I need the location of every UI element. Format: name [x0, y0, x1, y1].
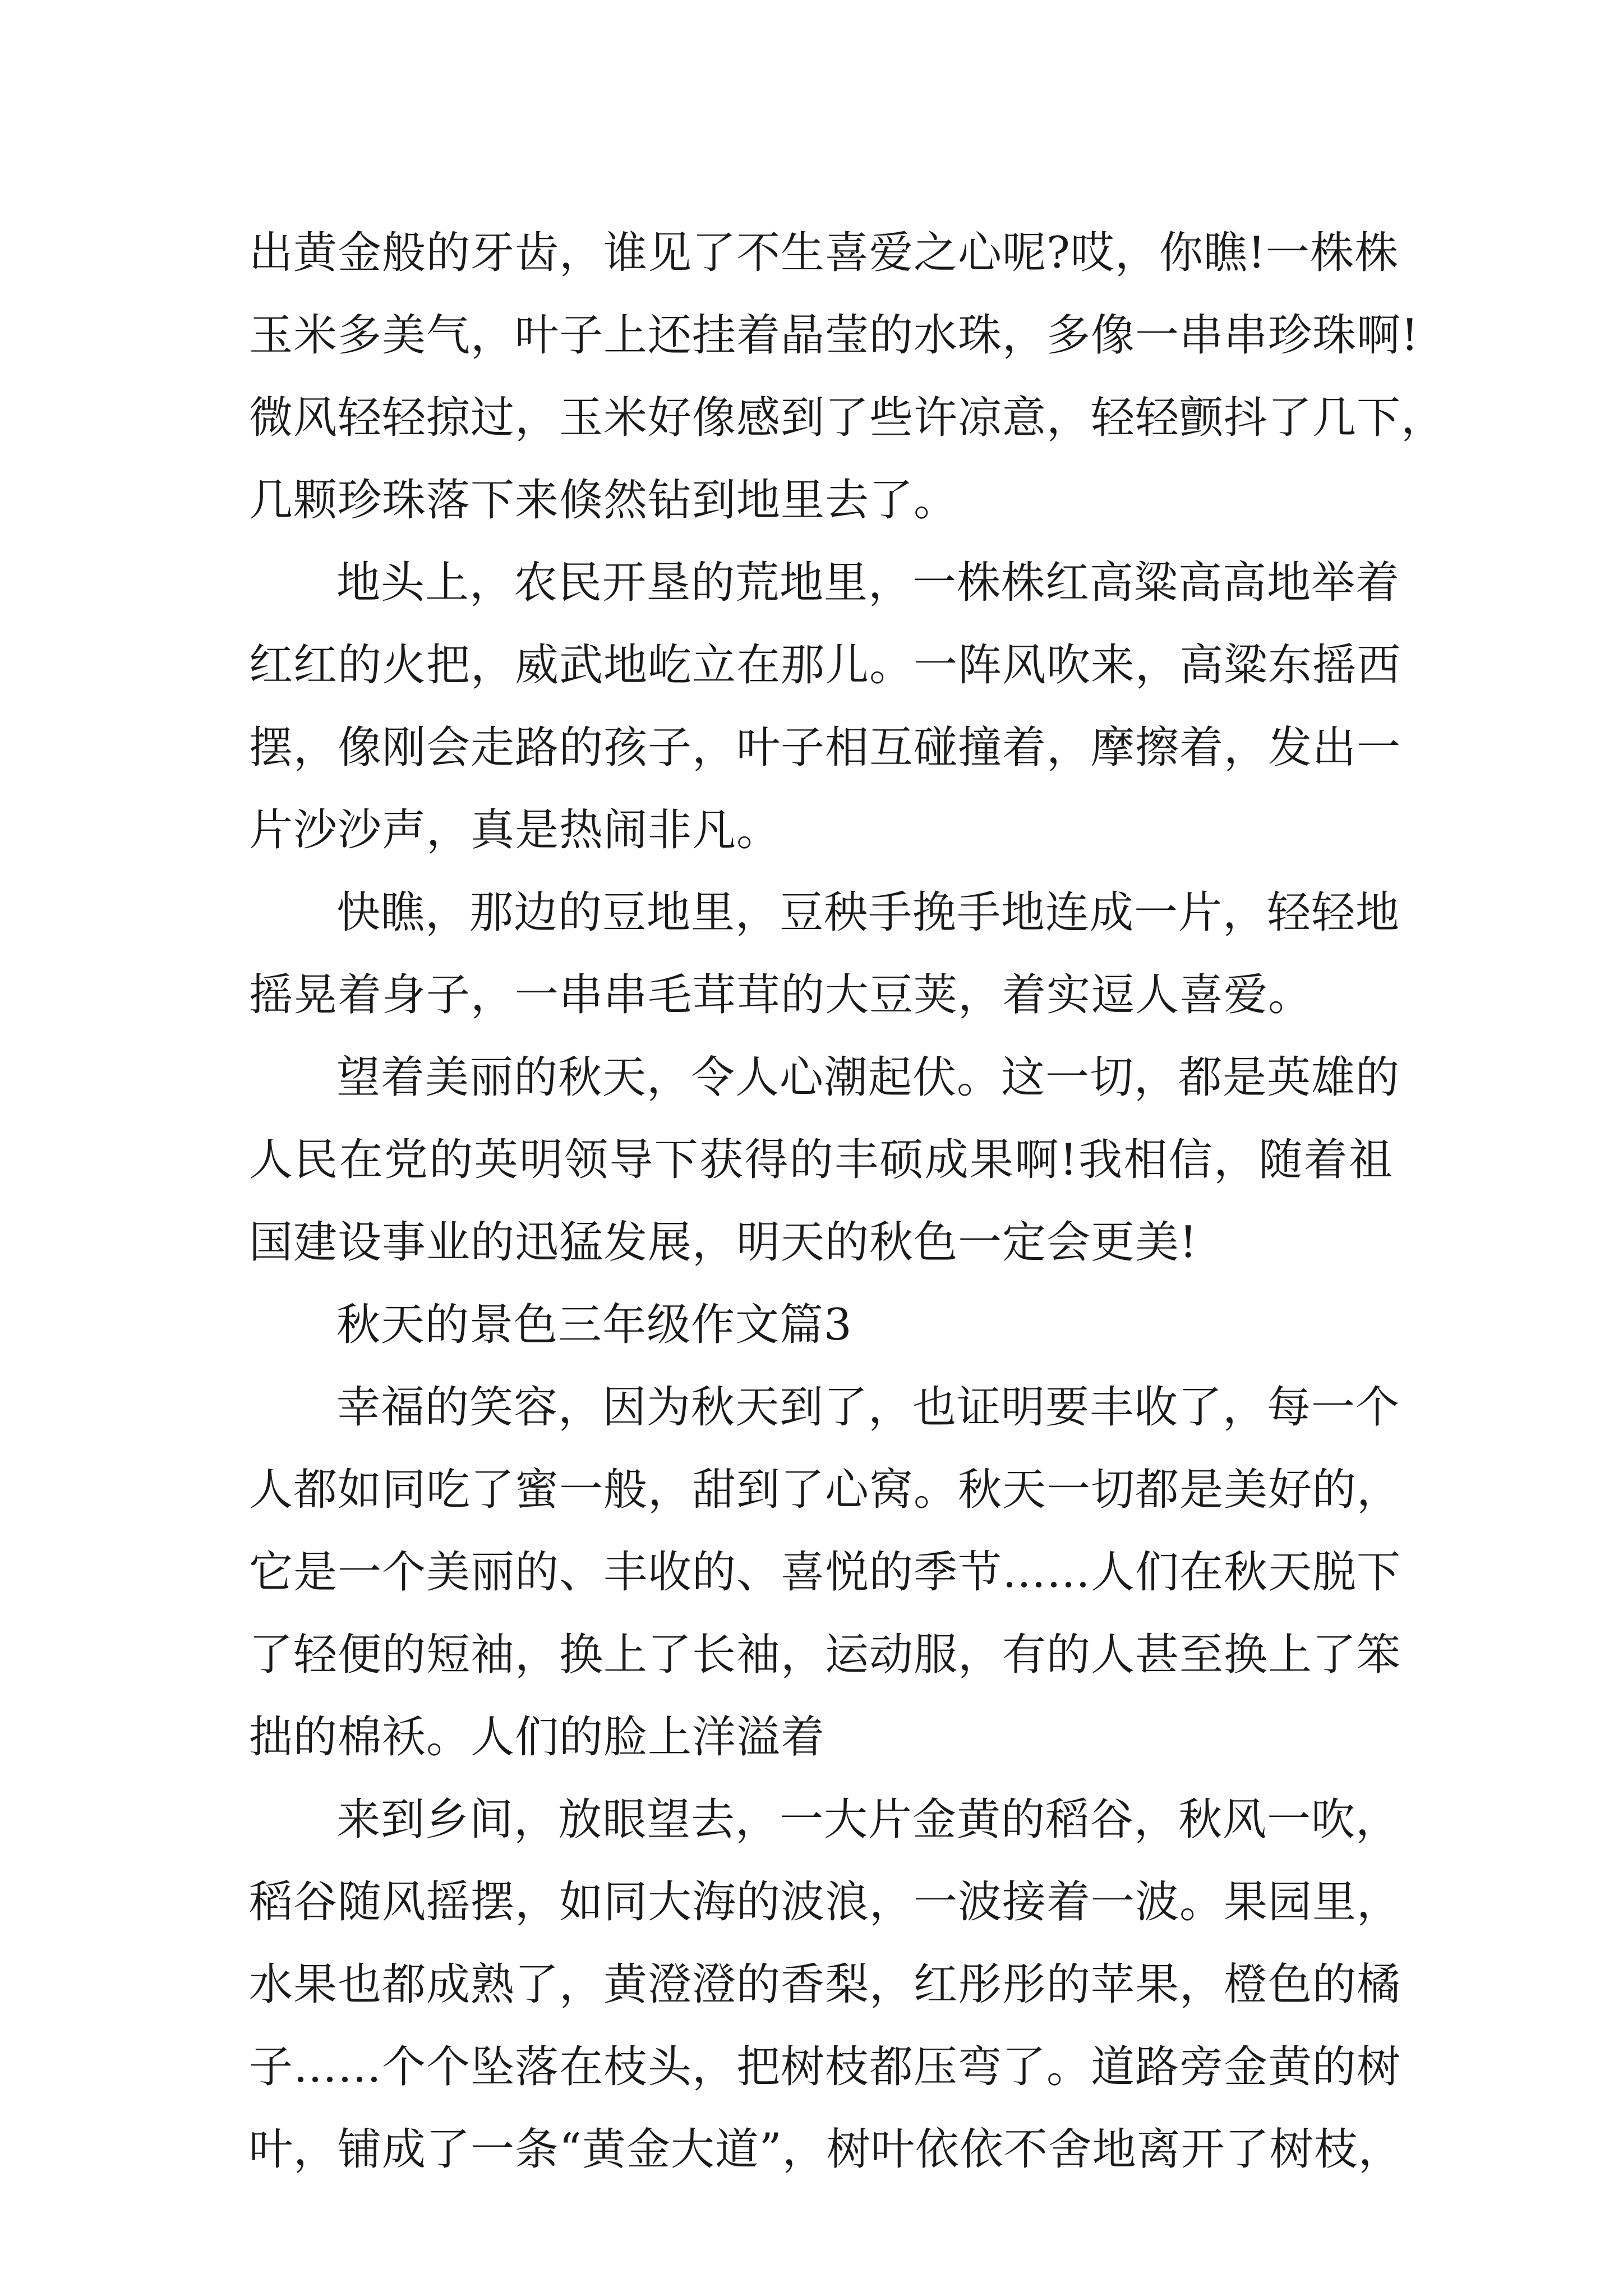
text-line: 快瞧，那边的豆地里，豆秧手挽手地连成一片，轻轻地: [336, 887, 1400, 938]
text-line: 叶，铺成了一条“黄金大道”，树叶依依不舍地离开了树枝，: [249, 2124, 1403, 2175]
text-line: 地头上，农民开垦的荒地里，一株株红高粱高高地举着: [336, 558, 1400, 608]
text-line: 了轻便的短袖，换上了长袖，运动服，有的人甚至换上了笨: [249, 1630, 1401, 1680]
text-line: 幸福的笑容，因为秋天到了，也证明要丰收了，每一个: [336, 1382, 1400, 1433]
text-line: 子……个个坠落在枝头，把树枝都压弯了。道路旁金黄的树: [249, 2042, 1401, 2092]
text-line: 红红的火把，威武地屹立在那儿。一阵风吹来，高粱东摇西: [249, 640, 1401, 691]
text-line: 拙的棉袄。人们的脸上洋溢着: [249, 1712, 826, 1763]
text-line: 微风轻轻掠过，玉米好像感到了些许凉意，轻轻颤抖了几下，: [249, 393, 1446, 443]
paragraph-beans: [249, 872, 1400, 1037]
text-line: 国建设事业的迅猛发展，明天的秋色一定会更美!: [249, 1217, 1198, 1268]
article-body: [249, 212, 1446, 2191]
text-line: 人民在党的英明领导下获得的丰硕成果啊!我相信，随着祖: [249, 1135, 1393, 1185]
text-line: 它是一个美丽的、丰收的、喜悦的季节……人们在秋天脱下: [249, 1547, 1401, 1598]
text-line: 摆，像刚会走路的孩子，叶子相互碰撞着，摩擦着，发出一: [249, 723, 1401, 773]
text-line: 摇晃着身子，一串串毛茸茸的大豆荚，着实逗人喜爱。: [249, 970, 1313, 1020]
text-line: 几颗珍珠落下来倏然钻到地里去了。: [249, 475, 958, 526]
text-line: 望着美丽的秋天，令人心潮起伏。这一切，都是英雄的: [336, 1052, 1400, 1103]
paragraph-sorghum: [249, 542, 1401, 872]
text-line: 稻谷随风摇摆，如同大海的波浪，一波接着一波。果园里，: [249, 1877, 1401, 1927]
paragraph-corn: [249, 212, 1446, 542]
text-line: 来到乡间，放眼望去，一大片金黄的稻谷，秋风一吹，: [336, 1795, 1400, 1845]
text-line: 片沙沙声，真是热闹非凡。: [249, 805, 781, 855]
section-heading: 秋天的景色三年级作文篇3: [336, 1300, 852, 1350]
paragraph-smiles: [249, 1366, 1401, 1779]
paragraph-countryside: [249, 1779, 1403, 2191]
paragraph-conclusion: [249, 1037, 1400, 1284]
text-line: 玉米多美气，叶子上还挂着晶莹的水珠，多像一串串珍珠啊!: [249, 310, 1419, 361]
text-line: 水果也都成熟了，黄澄澄的香梨，红彤彤的苹果，橙色的橘: [249, 1959, 1401, 2010]
text-line: 出黄金般的牙齿，谁见了不生喜爱之心呢?哎，你瞧!一株株: [249, 228, 1399, 278]
text-line: 人都如同吃了蜜一般，甜到了心窝。秋天一切都是美好的，: [249, 1465, 1401, 1515]
